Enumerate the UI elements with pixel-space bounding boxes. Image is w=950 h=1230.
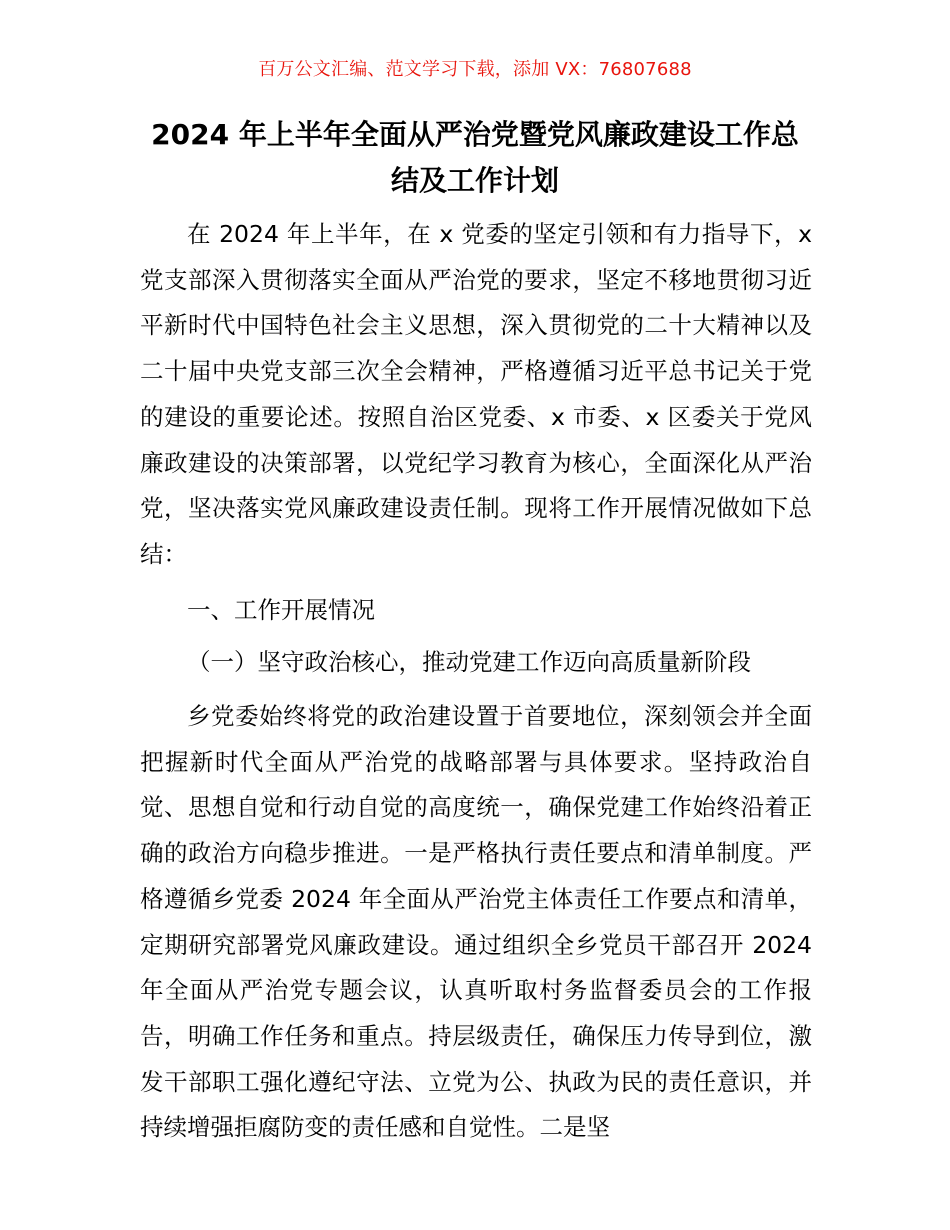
promo-header: 百万公文汇编、范文学习下载，添加 VX：76807688 [258, 59, 692, 80]
intro-paragraph: 在 2024 年上半年，在 x 党委的坚定引领和有力指导下，x 党支部深入贯彻落实全面从严治党的要求，坚定不移地贯彻习近平新时代中国特色社会主义思想，深入贯彻党的二十大精神以及二十届中央党支部三次全会精神，严格遵循习近平总书记关于党的建设的重要论述。按照自治区党委、x 市委、x 区委关于党风廉政建设的决策部署，以党纪学习教育为核心，全面深化从严治党，坚决落实党风廉政建设责任制。现将工作开展情况做如下总结： [140, 220, 812, 568]
document-title: 2024 年上半年全面从严治党暨党风廉政建设工作总结及工作计划 [151, 118, 799, 197]
section-heading: 一、工作开展情况 [187, 595, 375, 624]
subsection-paragraph: 乡党委始终将党的政治建设置于首要地位，深刻领会并全面把握新时代全面从严治党的战略部署与具体要求。坚持政治自觉、思想自觉和行动自觉的高度统一，确保党建工作始终沿着正确的政治方向稳步推进。一是严格执行责任要点和清单制度。严格遵循乡党委 2024 年全面从严治党主体责任工作要点和清单，定期研究部署党风廉政建设。通过组织全乡党员干部召开 2024 年全面从严治党专题会议，认真听取村务监督委员会的工作报告，明确工作任务和重点。持层级责任，确保压力传导到位，激发干部职工强化遵纪守法、立党为公、执政为民的责任意识，并持续增强拒腐防变的责任感和自觉性。二是坚 [140, 702, 812, 1142]
subsection-heading: （一）坚守政治核心，推动党建工作迈向高质量新阶段 [187, 648, 751, 677]
document-body [140, 212, 812, 1151]
